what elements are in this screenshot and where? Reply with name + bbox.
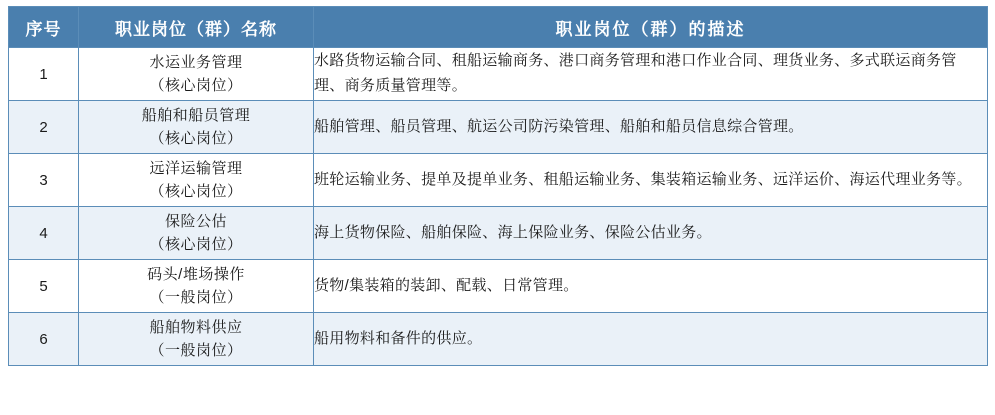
cell-name <box>79 207 314 260</box>
table-row <box>9 48 988 101</box>
cell-name-sub: （核心岗位） <box>149 183 243 200</box>
cell-name-main: 保险公估 <box>164 212 227 230</box>
table-header <box>9 7 988 48</box>
table-row <box>9 207 988 260</box>
cell-index: 3 <box>9 154 79 207</box>
cell-description: 船舶管理、船员管理、航运公司防污染管理、船舶和船员信息综合管理。 <box>314 101 988 154</box>
cell-index: 4 <box>9 207 79 260</box>
cell-name-sub: （一般岗位） <box>149 289 243 306</box>
cell-name <box>79 313 314 366</box>
cell-name <box>79 48 314 101</box>
table-row <box>9 154 988 207</box>
table-header-row <box>9 7 988 48</box>
cell-name-sub: （核心岗位） <box>149 130 243 147</box>
cell-name-sub: （核心岗位） <box>149 77 243 94</box>
cell-name-main: 船舶物料供应 <box>149 318 243 336</box>
cell-name <box>79 154 314 207</box>
table-row <box>9 260 988 313</box>
cell-index: 6 <box>9 313 79 366</box>
column-header-description: 职业岗位（群）的描述 <box>314 7 988 48</box>
cell-description: 班轮运输业务、提单及提单业务、租船运输业务、集装箱运输业务、远洋运价、海运代理业务等。 <box>314 154 988 207</box>
cell-name-main: 船舶和船员管理 <box>141 106 251 124</box>
cell-index: 5 <box>9 260 79 313</box>
column-header-index: 序号 <box>9 7 79 48</box>
cell-index: 1 <box>9 48 79 101</box>
cell-name-main: 远洋运输管理 <box>149 159 243 177</box>
cell-name-sub: （核心岗位） <box>149 236 243 253</box>
cell-name-sub: （一般岗位） <box>149 342 243 359</box>
job-positions-table <box>8 6 988 366</box>
table-row <box>9 313 988 366</box>
cell-name <box>79 260 314 313</box>
cell-description: 船用物料和备件的供应。 <box>314 313 988 366</box>
cell-description: 货物/集装箱的装卸、配载、日常管理。 <box>314 260 988 313</box>
column-header-name: 职业岗位（群）名称 <box>79 7 314 48</box>
cell-name-main: 水运业务管理 <box>149 53 243 71</box>
cell-name-main: 码头/堆场操作 <box>147 265 245 283</box>
cell-name <box>79 101 314 154</box>
cell-index: 2 <box>9 101 79 154</box>
table-body <box>9 48 988 366</box>
cell-description: 海上货物保险、船舶保险、海上保险业务、保险公估业务。 <box>314 207 988 260</box>
table-row <box>9 101 988 154</box>
cell-description: 水路货物运输合同、租船运输商务、港口商务管理和港口作业合同、理货业务、多式联运商务管理、商务质量管理等。 <box>314 48 988 101</box>
